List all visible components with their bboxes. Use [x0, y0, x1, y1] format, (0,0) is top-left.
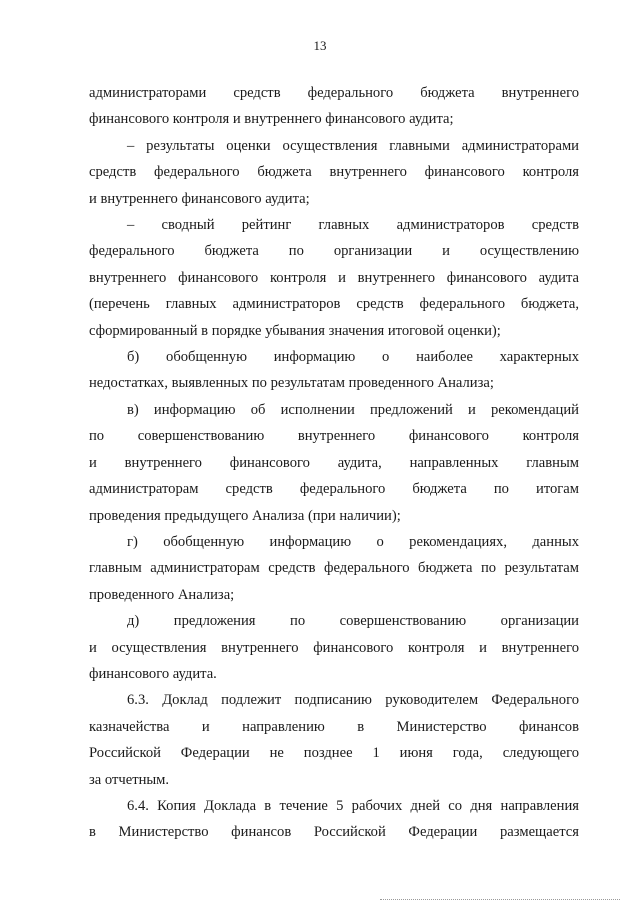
text-line: и внутреннего финансового аудита, направленных главным: [89, 454, 579, 471]
text-line: недостатках, выявленных по результатам проведенного Анализа;: [89, 375, 494, 392]
text-line: средств федерального бюджета внутреннего финансового контроля: [89, 164, 579, 181]
text-line: по совершенствованию внутреннего финансового контроля: [89, 428, 579, 445]
text-line: казначейства и направлению в Министерство финансов: [89, 718, 579, 735]
text-line: за отчетным.: [89, 771, 170, 788]
text-line: финансового контроля и внутреннего финансового аудита;: [89, 111, 454, 128]
text-line: внутреннего финансового контроля и внутреннего финансового аудита: [89, 269, 579, 286]
text-line: б) обобщенную информацию о наиболее характерных: [127, 349, 579, 366]
text-line: в Министерство финансов Российской Федерации размещается: [89, 824, 579, 841]
text-line: проведенного Анализа;: [89, 586, 235, 603]
page-number: 13: [313, 38, 327, 53]
text-line: главным администраторам средств федерального бюджета по результатам: [89, 560, 579, 577]
text-line: проведения предыдущего Анализа (при наличии);: [89, 507, 401, 524]
text-line: федерального бюджета по организации и осуществлению: [89, 243, 579, 260]
text-line: – сводный рейтинг главных администраторов средств: [127, 217, 579, 234]
text-line: (перечень главных администраторов средств федерального бюджета,: [89, 296, 579, 313]
text-line: Российской Федерации не позднее 1 июня года, следующего: [89, 745, 579, 762]
text-line: 6.4. Копия Доклада в течение 5 рабочих дней со дня направления: [127, 797, 579, 814]
text-line: финансового аудита.: [89, 665, 217, 682]
text-line: и внутреннего финансового аудита;: [89, 190, 310, 207]
text-line: администраторам средств федерального бюджета по итогам: [89, 481, 579, 498]
text-line: администраторами средств федерального бюджета внутреннего: [89, 85, 579, 101]
text-line: – результаты оценки осуществления главными администраторами: [127, 137, 579, 154]
scan-edge-mark: [380, 899, 620, 902]
text-line: сформированный в порядке убывания значения итоговой оценки);: [89, 322, 501, 339]
text-line: в) информацию об исполнении предложений и рекомендаций: [127, 401, 579, 418]
document-body: [89, 80, 579, 846]
text-line: д) предложения по совершенствованию организации: [127, 613, 579, 630]
text-line: 6.3. Доклад подлежит подписанию руководителем Федерального: [127, 692, 579, 709]
text-line: г) обобщенную информацию о рекомендациях, данных: [127, 533, 579, 550]
text-line: и осуществления внутреннего финансового контроля и внутреннего: [89, 639, 579, 656]
